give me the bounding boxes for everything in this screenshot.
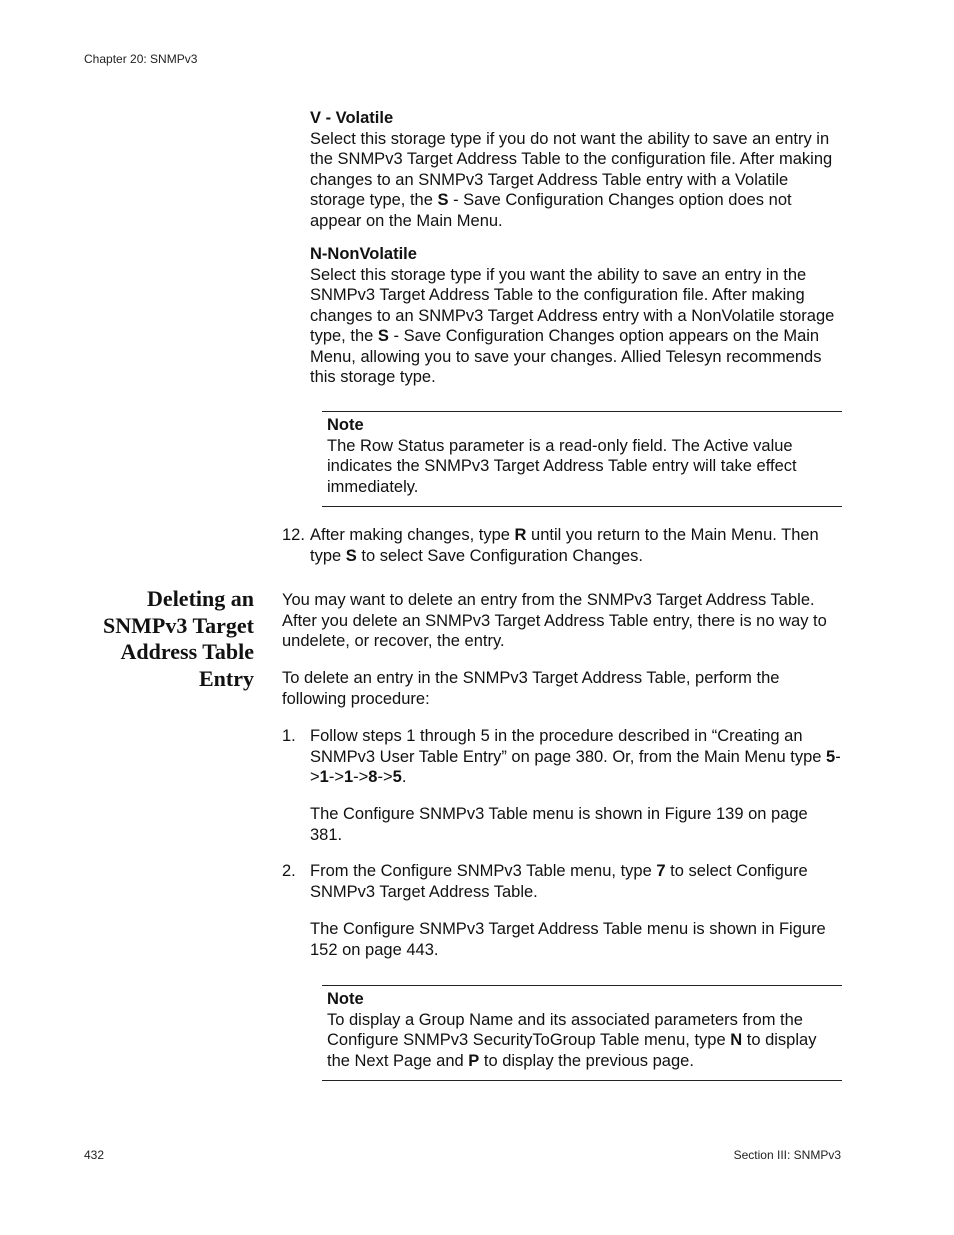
step-number: 12. xyxy=(282,526,305,544)
section-heading-line: Address Table xyxy=(120,639,254,664)
nonvolatile-option xyxy=(310,244,842,388)
section-heading-line: SNMPv3 Target xyxy=(103,612,254,638)
step-12-key-s: S xyxy=(345,546,357,565)
section-heading-line: Entry xyxy=(199,665,254,691)
step-1-text xyxy=(310,726,842,788)
section-heading xyxy=(60,586,254,692)
step-12-key-r: R xyxy=(514,526,527,544)
page-number: 432 xyxy=(84,1148,105,1162)
menu-key: 1 xyxy=(319,768,329,786)
running-header: Chapter 20: SNMPv3 xyxy=(84,52,198,66)
note-title: Note xyxy=(327,990,364,1008)
menu-key: 1 xyxy=(343,768,354,786)
step-number: 2. xyxy=(282,862,296,880)
step-2-text-b: to select Configure SNMPv3 Target Address Table. xyxy=(310,862,808,901)
step-12-text xyxy=(310,525,842,566)
menu-key: 5 xyxy=(392,768,402,786)
step-1-followup: The Configure SNMPv3 Table menu is shown in Figure 139 on page 381. xyxy=(310,805,808,844)
note-key-n: N xyxy=(730,1031,743,1049)
step-1-text-a: Follow steps 1 through 5 in the procedure described in “Creating an SNMPv3 User Table Entry” on page 380. Or, from the Main Menu type xyxy=(310,727,827,766)
nonvolatile-text-a: Select this storage type if you want the ability to save an entry in the SNMPv3 Target Address Table to the configuration file. After making changes to an SNMPv3 Target Address entry with a NonVolatile storage type, the xyxy=(310,265,835,345)
step-number: 1. xyxy=(282,727,296,745)
nonvolatile-label: N-NonVolatile xyxy=(310,245,417,263)
step-12-text-a: After making changes, type xyxy=(310,526,515,544)
note-text-c: to display the previous page. xyxy=(479,1051,694,1070)
nonvolatile-text-b: - Save Configuration Changes option appears on the Main Menu, allowing you to save your changes. Allied Telesyn recommends this storage type. xyxy=(310,327,822,386)
note-text: The Row Status parameter is a read-only field. The Active value indicates the SNMPv3 Target Address Table entry will take effect immediately. xyxy=(327,436,797,496)
note-row-status xyxy=(322,411,842,507)
note-group-name xyxy=(322,985,842,1081)
step-12-text-c: to select Save Configuration Changes. xyxy=(356,546,643,565)
nonvolatile-key: S xyxy=(377,327,389,345)
volatile-text-b: - Save Configuration Changes option does not appear on the Main Menu. xyxy=(310,191,792,230)
step-12-text-b: until you return to the Main Menu. Then type xyxy=(310,526,819,565)
menu-key: 5 xyxy=(826,747,836,766)
menu-sep: -> xyxy=(310,747,841,786)
step-1-end: . xyxy=(401,768,407,786)
step-2-followup: The Configure SNMPv3 Target Address Table menu is shown in Figure 152 on page 443. xyxy=(310,920,826,959)
note-title: Note xyxy=(327,416,364,434)
volatile-key: S xyxy=(437,191,449,209)
step-2-key: 7 xyxy=(656,862,666,880)
volatile-text-a: Select this storage type if you do not want the ability to save an entry in the SNMPv3 Target Address Table to the configuration file. After making changes to an SNMPv3 Target Address Table entry with a Volatile storage type, the xyxy=(310,129,833,209)
menu-sep: -> xyxy=(377,768,393,786)
step-2-text xyxy=(310,861,842,902)
note-text-b: to display the Next Page and xyxy=(327,1031,817,1070)
step-2-text-a: From the Configure SNMPv3 Table menu, type xyxy=(310,862,657,880)
note-text-a: To display a Group Name and its associated parameters from the Configure SNMPv3 SecurityToGroup Table menu, type xyxy=(327,1010,803,1049)
menu-sep: -> xyxy=(353,768,369,786)
running-footer-section: Section III: SNMPv3 xyxy=(733,1148,841,1162)
volatile-option xyxy=(310,108,842,231)
volatile-label: V - Volatile xyxy=(310,109,394,127)
note-key-p: P xyxy=(468,1051,480,1070)
menu-key: 8 xyxy=(368,768,378,786)
section-intro: You may want to delete an entry from the SNMPv3 Target Address Table. After you delete an SNMPv3 Target Address Table entry, there is no way to undelete, or recover, the entry. xyxy=(282,591,827,650)
section-heading-line: Deleting an xyxy=(147,586,254,611)
procedure-intro: To delete an entry in the SNMPv3 Target Address Table, perform the following procedure: xyxy=(282,669,780,708)
menu-sep: -> xyxy=(328,768,344,786)
